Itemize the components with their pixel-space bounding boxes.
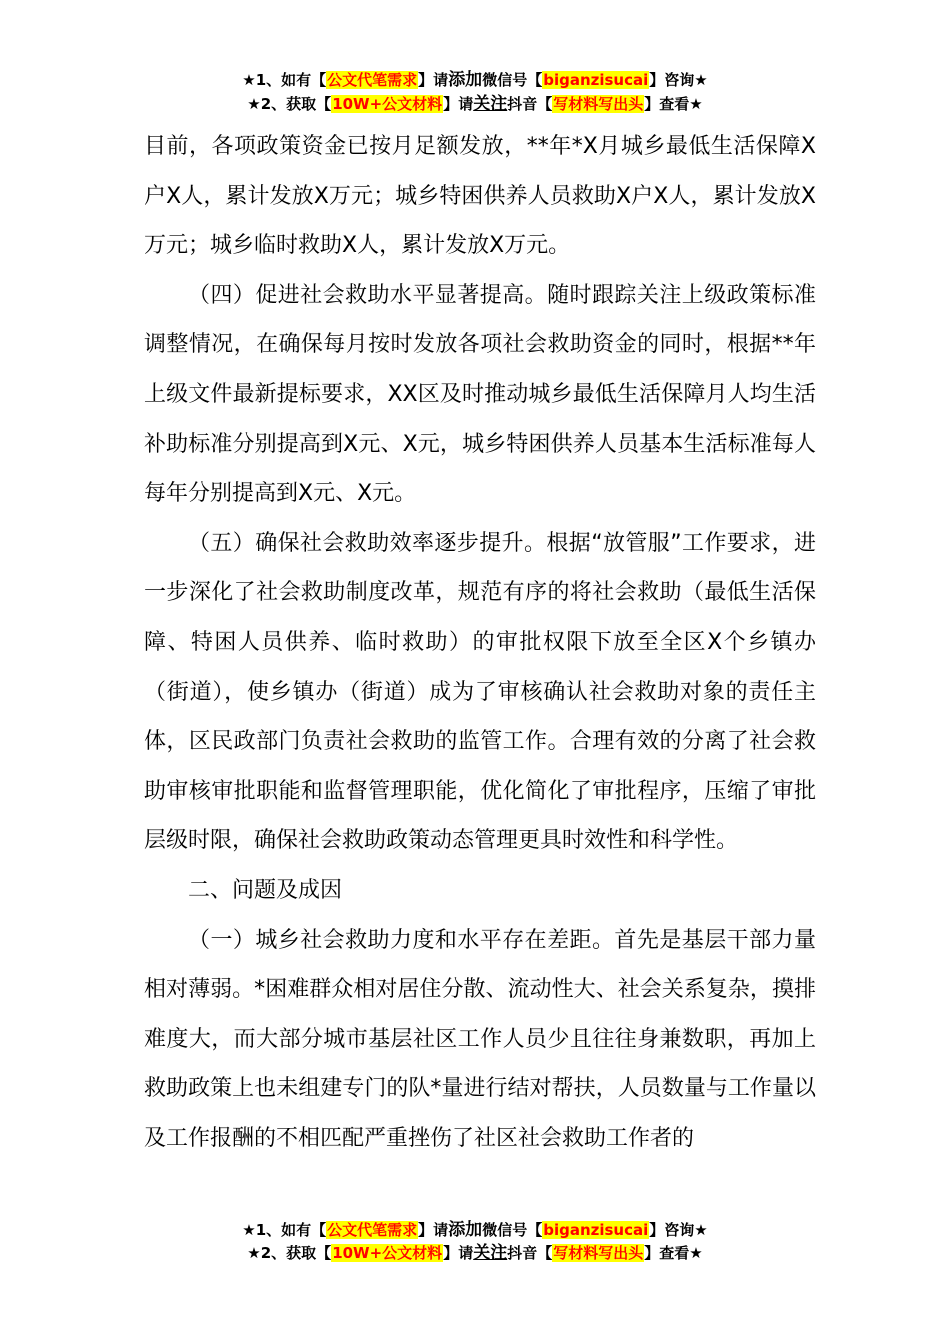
promo-banner-top-line-2: ★2、获取【10W+公文材料】请关注抖音【写材料写出头】查看★ <box>247 94 703 114</box>
heading-problems: 二、问题及成因 <box>188 877 343 903</box>
promo-banner-top-line-1: ★1、如有【公文代笔需求】请添加微信号【biganzisucai】咨询★ <box>242 70 708 90</box>
promo-highlight-service: 公文代笔需求 <box>327 71 418 89</box>
promo-banner-bottom-line-1: ★1、如有【公文代笔需求】请添加微信号【biganzisucai】咨询★ <box>242 1220 708 1240</box>
promo-highlight-service: 公文代笔需求 <box>327 1221 418 1239</box>
paragraph-continuation: 目前，各项政策资金已按月足额发放，**年*X月城乡最低生活保障X户X人，累计发放X万元；城乡特困供养人员救助X户X人，累计发放X万元；城乡临时救助X人，累计发放X万元。 <box>144 134 816 259</box>
paragraph-section-5: （五）确保社会救助效率逐步提升。根据“放管服”工作要求，进一步深化了社会救助制度改革，规范有序的将社会救助（最低生活保障、特困人员供养、临时救助）的审批权限下放至全区X个乡镇办（街道），使乡镇办（街道）成为了审核确认社会救助对象的责任主体，区民政部门负责社会救助的监管工作。合理有效的分离了社会救助审核审批职能和监督管理职能，优化简化了审批程序，压缩了审批层级时限，确保社会救助政策动态管理更具时效性和科学性。 <box>144 530 816 854</box>
promo-highlight-materials: 10W+公文材料 <box>332 95 443 113</box>
promo-highlight-wechat-id: biganzisucai <box>543 1221 649 1239</box>
promo-highlight-materials: 10W+公文材料 <box>332 1244 443 1262</box>
promo-banner-bottom-line-2: ★2、获取【10W+公文材料】请关注抖音【写材料写出头】查看★ <box>247 1243 703 1263</box>
paragraph-section-4: （四）促进社会救助水平显著提高。随时跟踪关注上级政策标准调整情况，在确保每月按时发放各项社会救助资金的同时，根据**年上级文件最新提标要求，XX区及时推动城乡最低生活保障月人均生活补助标准分别提高到X元、X元，城乡特困供养人员基本生活标准每人每年分别提高到X元、X元。 <box>144 282 816 507</box>
promo-highlight-wechat-id: biganzisucai <box>543 71 649 89</box>
paragraph-problem-1: （一）城乡社会救助力度和水平存在差距。首先是基层干部力量相对薄弱。*困难群众相对居住分散、流动性大、社会关系复杂，摸排难度大，而大部分城市基层社区工作人员少且往往身兼数职，再加上救助政策上也未组建专门的队*量进行结对帮扶，人员数量与工作量以及工作报酬的不相匹配严重挫伤了社区社会救助工作者的 <box>144 927 816 1151</box>
promo-highlight-douyin: 写材料写出头 <box>553 95 644 113</box>
promo-highlight-douyin: 写材料写出头 <box>553 1244 644 1262</box>
document-body <box>144 122 816 1163</box>
